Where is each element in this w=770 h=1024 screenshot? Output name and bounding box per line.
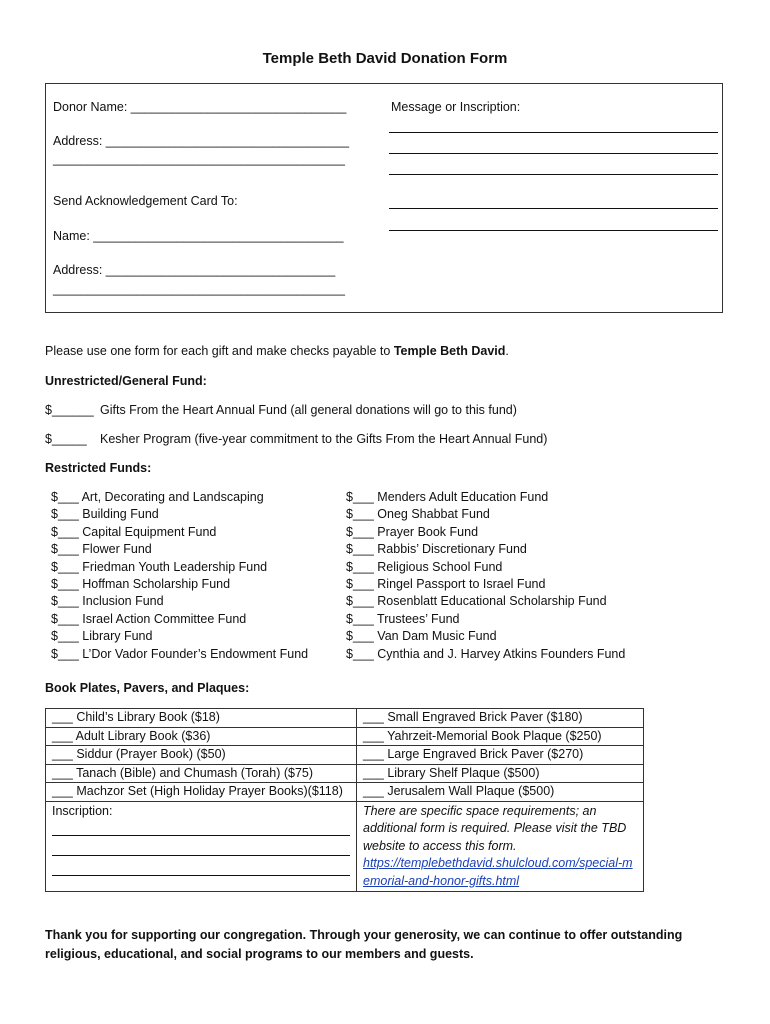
- plate-option[interactable]: ___ Yahrzeit-Memorial Book Plaque ($250): [357, 727, 644, 746]
- plaque-note: There are specific space requirements; an additional form is required. Please visit the TBD website to access this form.: [363, 803, 627, 853]
- fund-item[interactable]: $___ Rosenblatt Educational Scholarship Fund: [346, 594, 607, 609]
- unrestricted-blank[interactable]: $_____: [45, 432, 87, 446]
- plate-option[interactable]: ___ Large Engraved Brick Paver ($270): [357, 746, 644, 765]
- table-row: [46, 709, 644, 728]
- fund-item[interactable]: $___ Religious School Fund: [346, 559, 503, 574]
- fund-item[interactable]: $___ Building Fund: [51, 507, 159, 522]
- unrestricted-blank[interactable]: $______: [45, 403, 94, 417]
- fund-item[interactable]: $___ Israel Action Committee Fund: [51, 611, 247, 626]
- inscription-line-2[interactable]: [52, 855, 350, 856]
- fund-item[interactable]: $___ L’Dor Vador Founder’s Endowment Fund: [51, 646, 309, 661]
- ack-address-field[interactable]: Address: _________________________________: [53, 263, 336, 277]
- fund-item[interactable]: $___ Trustees’ Fund: [346, 611, 460, 626]
- ack-name-field[interactable]: Name: ____________________________________: [53, 229, 344, 243]
- fund-item[interactable]: $___ Ringel Passport to Israel Fund: [346, 577, 546, 592]
- fund-item[interactable]: $___ Cynthia and J. Harvey Atkins Founders Fund: [346, 646, 626, 661]
- restricted-left-list: [51, 489, 308, 663]
- plate-option[interactable]: ___ Jerusalem Wall Plaque ($500): [357, 783, 644, 802]
- fund-item[interactable]: $___ Library Fund: [51, 629, 153, 644]
- plate-option[interactable]: ___ Machzor Set (High Holiday Prayer Books)($118): [46, 783, 357, 802]
- message-line-3[interactable]: [389, 174, 718, 175]
- table-row: [46, 746, 644, 765]
- unrestricted-item: Kesher Program (five-year commitment to the Gifts From the Heart Annual Fund): [100, 432, 548, 446]
- special-gifts-link[interactable]: https://templebethdavid.shulcloud.com/special-memorial-and-honor-gifts.html: [363, 856, 633, 888]
- fund-item[interactable]: $___ Art, Decorating and Landscaping: [51, 490, 264, 504]
- inscription-cell: [46, 801, 357, 891]
- restricted-right-list: [346, 489, 625, 663]
- restricted-heading: Restricted Funds:: [45, 461, 152, 475]
- address-field[interactable]: Address: ___________________________________: [53, 134, 350, 148]
- page-title: Temple Beth David Donation Form: [262, 50, 508, 67]
- fund-item[interactable]: $___ Prayer Book Fund: [346, 524, 479, 539]
- book-plates-heading: Book Plates, Pavers, and Plaques:: [45, 681, 250, 695]
- table-row: [46, 727, 644, 746]
- message-label: Message or Inscription:: [391, 100, 521, 114]
- message-line-4[interactable]: [389, 208, 718, 209]
- plate-option[interactable]: ___ Library Shelf Plaque ($500): [357, 764, 644, 783]
- plaque-note-cell: [357, 801, 644, 891]
- unrestricted-item: Gifts From the Heart Annual Fund (all general donations will go to this fund): [100, 403, 517, 417]
- fund-item[interactable]: $___ Hoffman Scholarship Fund: [51, 577, 231, 592]
- fund-item[interactable]: $___ Flower Fund: [51, 542, 152, 557]
- message-line-5[interactable]: [389, 230, 718, 231]
- message-line-2[interactable]: [389, 153, 718, 154]
- plate-option[interactable]: ___ Siddur (Prayer Book) ($50): [46, 746, 357, 765]
- fund-item[interactable]: $___ Inclusion Fund: [51, 594, 164, 609]
- send-ack-label: Send Acknowledgement Card To:: [53, 194, 238, 208]
- fund-item[interactable]: $___ Oneg Shabbat Fund: [346, 507, 490, 522]
- inscription-line-1[interactable]: [52, 835, 350, 836]
- inscription-line-3[interactable]: [52, 875, 350, 876]
- fund-item[interactable]: $___ Rabbis’ Discretionary Fund: [346, 542, 527, 557]
- table-row: [46, 801, 644, 891]
- thank-you-message: Thank you for supporting our congregation. Through your generosity, we can continue to offer outstanding religious, educational, and social programs to our members and guests.: [45, 928, 683, 961]
- plate-option[interactable]: ___ Child’s Library Book ($18): [46, 709, 357, 728]
- fund-item[interactable]: $___ Friedman Youth Leadership Fund: [51, 559, 268, 574]
- inscription-label: Inscription:: [52, 803, 113, 818]
- plate-option[interactable]: ___ Adult Library Book ($36): [46, 727, 357, 746]
- address-cont-field[interactable]: __________________________________________: [53, 152, 345, 166]
- message-line-1[interactable]: [389, 132, 718, 133]
- plate-option[interactable]: ___ Tanach (Bible) and Chumash (Torah) ($75): [46, 764, 357, 783]
- table-row: [46, 783, 644, 802]
- fund-item[interactable]: $___ Van Dam Music Fund: [346, 629, 497, 644]
- instructions: Please use one form for each gift and make checks payable to Temple Beth David.: [45, 344, 509, 358]
- ack-address-cont-field[interactable]: __________________________________________: [53, 282, 345, 296]
- plate-option[interactable]: ___ Small Engraved Brick Paver ($180): [357, 709, 644, 728]
- table-row: [46, 764, 644, 783]
- donor-name-field[interactable]: Donor Name: _______________________________: [53, 100, 347, 114]
- fund-item[interactable]: $___ Capital Equipment Fund: [51, 524, 217, 539]
- unrestricted-heading: Unrestricted/General Fund:: [45, 374, 207, 388]
- fund-item[interactable]: $___ Menders Adult Education Fund: [346, 490, 549, 504]
- book-plates-table: [45, 708, 644, 892]
